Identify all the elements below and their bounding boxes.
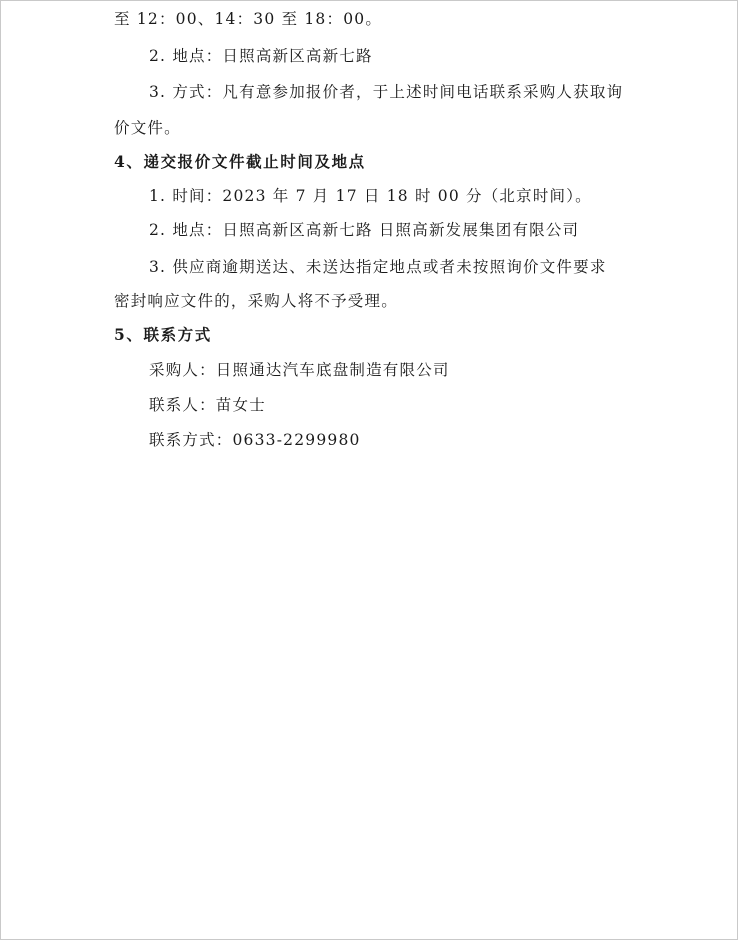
acquire-method-line: 3. 方式：凡有意参加报价者，于上述时间电话联系采购人获取询 bbox=[149, 83, 624, 101]
contact-phone-line: 联系方式：0633-2299980 bbox=[149, 431, 361, 449]
late-submission-line: 3. 供应商逾期送达、未送达指定地点或者未按照询价文件要求 bbox=[149, 258, 607, 276]
deadline-time-line: 1. 时间：2023 年 7 月 17 日 18 时 00 分（北京时间）。 bbox=[149, 187, 592, 205]
contact-person-line: 联系人：苗女士 bbox=[149, 396, 266, 414]
acquire-location-line: 2. 地点：日照高新区高新七路 bbox=[149, 47, 373, 65]
section-4-heading: 4、递交报价文件截止时间及地点 bbox=[114, 152, 366, 171]
time-continuation-line: 至 12：00、14：30 至 18：00。 bbox=[114, 10, 383, 28]
section-5-heading: 5、联系方式 bbox=[114, 325, 212, 344]
late-submission-wrap: 密封响应文件的，采购人将不予受理。 bbox=[114, 292, 398, 310]
purchaser-line: 采购人：日照通达汽车底盘制造有限公司 bbox=[149, 361, 450, 379]
acquire-method-wrap: 价文件。 bbox=[114, 119, 181, 137]
deadline-location-line: 2. 地点：日照高新区高新七路 日照高新发展集团有限公司 bbox=[149, 221, 580, 239]
